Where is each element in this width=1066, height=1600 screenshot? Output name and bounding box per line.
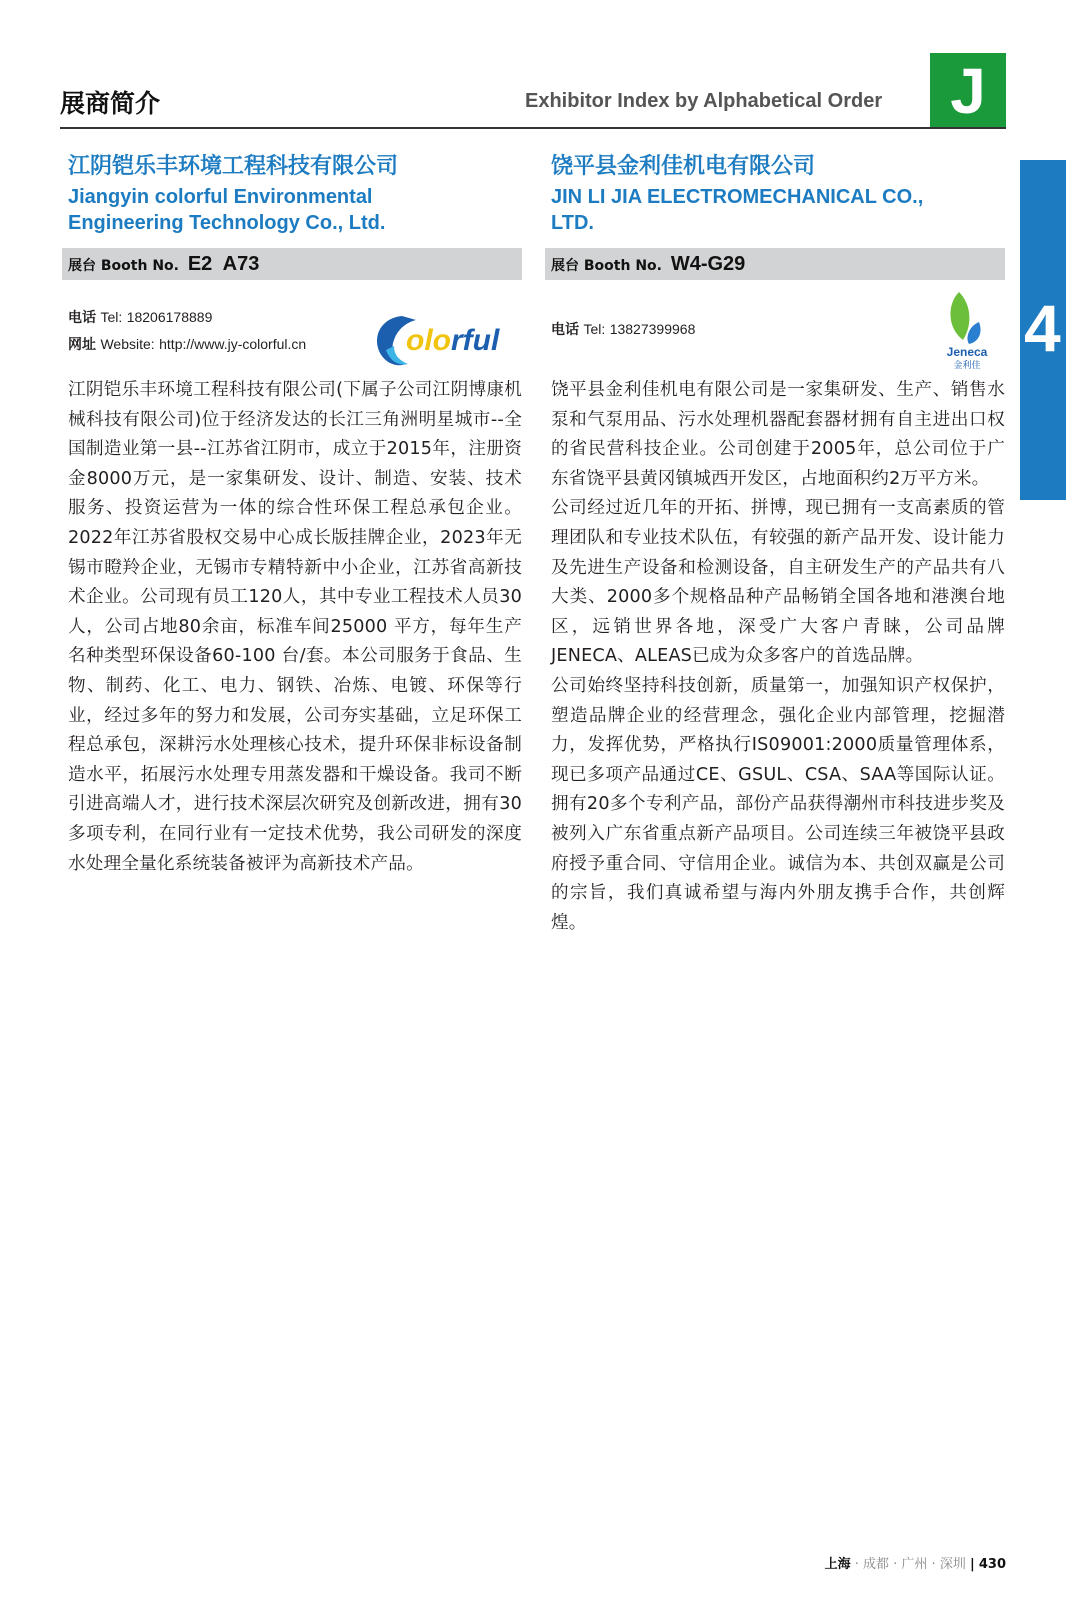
tel-value: 13827399968 <box>609 321 696 337</box>
footer-separator: | <box>969 1557 975 1572</box>
colorful-logo <box>372 310 522 370</box>
tel-label-en: Tel: <box>583 321 606 337</box>
website-link[interactable]: http://www.jy-colorful.cn <box>159 336 307 352</box>
page-footer <box>825 1553 1006 1572</box>
section-title: 展商简介 <box>60 89 161 118</box>
booth-bar <box>62 248 522 280</box>
svg-text:Jeneca: Jeneca <box>946 345 988 359</box>
contact-block <box>545 280 1005 376</box>
chapter-number: 4 <box>1024 291 1061 365</box>
company-description <box>62 376 522 879</box>
company-description <box>545 376 1005 938</box>
tel-label-en: Tel: <box>100 309 123 325</box>
jeneca-logo <box>939 288 995 370</box>
booth-number: W4-G29 <box>670 253 746 275</box>
svg-text:金利佳: 金利佳 <box>953 361 981 370</box>
footer-city-main: 上海 <box>824 1557 851 1572</box>
company-name-en-line: Engineering Technology Co., Ltd. <box>68 212 386 234</box>
section-subtitle: Exhibitor Index by Alphabetical Order <box>525 90 883 112</box>
tel-label-cn: 电话 <box>551 322 579 338</box>
description-paragraph: 公司经过近几年的开拓、拼博，现已拥有一支高素质的管理团队和专业技术队伍，有较强的新产品开发、设计能力及先进生产设备和检测设备，自主研发生产的产品共有八大类、2000多个规格品种产品畅销全国各地和港澳台地区，远销世界各地，深受广大客户青睐，公司品牌JENECA、ALEAS已成为众多客户的首选品牌。 <box>551 498 1005 667</box>
company-name-en <box>68 184 522 242</box>
company-name-cn: 饶平县金利佳机电有限公司 <box>551 154 816 179</box>
company-name-cn: 江阴铠乐丰环境工程科技有限公司 <box>68 154 399 179</box>
web-label-cn: 网址 <box>68 337 96 353</box>
company-name-en <box>551 184 1005 242</box>
booth-number: E2 A73 <box>187 253 260 275</box>
booth-bar <box>545 248 1005 280</box>
company-name-en-line: Jiangyin colorful Environmental <box>68 186 373 208</box>
description-paragraph: 公司始终坚持科技创新，质量第一，加强知识产权保护，塑造品牌企业的经营理念，强化企业内部管理，挖掘潜力，发挥优势，严格执行IS09001:2000质量管理体系，现已多项产品通过CE、GSUL、CSA、SAA等国际认证。拥有20多个专利产品，部份产品获得潮州市科技进步奖及被列入广东省重点新产品项目。公司连续三年被饶平县政府授予重合同、守信用企业。诚信为本、共创双赢是公司的宗旨，我们真诚希望与海内外朋友携手合作，共创辉煌。 <box>551 675 1005 933</box>
letter-badge: J <box>930 53 1006 129</box>
page-number: 430 <box>978 1557 1006 1572</box>
tel-row <box>551 316 1005 343</box>
exhibitor-card <box>545 150 1005 938</box>
tel-value: 18206178889 <box>126 309 213 325</box>
booth-label: 展台 Booth No. <box>68 258 179 274</box>
footer-cities: · 成都 · 广州 · 深圳 <box>854 1557 966 1572</box>
booth-label: 展台 Booth No. <box>551 258 662 274</box>
tel-label-cn: 电话 <box>68 310 96 326</box>
header-divider <box>60 127 1006 129</box>
svg-text:olorful: olorful <box>406 324 500 357</box>
contact-block <box>62 280 522 376</box>
description-paragraph: 江阴铠乐丰环境工程科技有限公司(下属子公司江阴博康机械科技有限公司)位于经济发达的长江三角洲明星城市--全国制造业第一县--江苏省江阴市，成立于2015年，注册资金8000万元，是一家集研发、设计、制造、安装、技术服务、投资运营为一体的综合性环保工程总承包企业。2022年江苏省股权交易中心成长版挂牌企业，2023年无锡市瞪羚企业，无锡市专精特新中小企业，江苏省高新技术企业。公司现有员工120人，其中专业工程技术人员30人，公司占地80余亩，标准车间25000 平方，每年生产名种类型环保设备60-100 台/套。本公司服务于食品、生物、制药、化工、电力、钢铁、冶炼、电镀、环保等行业，经过多年的努力和发展，公司夯实基础，立足环保工程总承包，深耕污水处理核心技术，提升环保非标设备制造水平，拓展污水处理专用蒸发器和干燥设备。我司不断引进高端人才，进行技术深层次研究及创新改进，拥有30多项专利，在同行业有一定技术优势，我公司研发的深度水处理全量化系统装备被评为高新技术产品。 <box>68 380 522 874</box>
chapter-tab <box>1020 160 1066 500</box>
company-name-en-line: JIN LI JIA ELECTROMECHANICAL CO., <box>551 186 924 208</box>
exhibitor-card <box>62 150 522 879</box>
company-name-en-line: LTD. <box>551 212 594 234</box>
description-paragraph: 饶平县金利佳机电有限公司是一家集研发、生产、销售水泵和气泵用品、污水处理机器配套器材拥有自主进出口权的省民营科技企业。公司创建于2005年，总公司位于广东省饶平县黄冈镇城西开发区，占地面积约2万平方米。 <box>551 380 1005 489</box>
web-label-en: Website: <box>100 336 155 352</box>
